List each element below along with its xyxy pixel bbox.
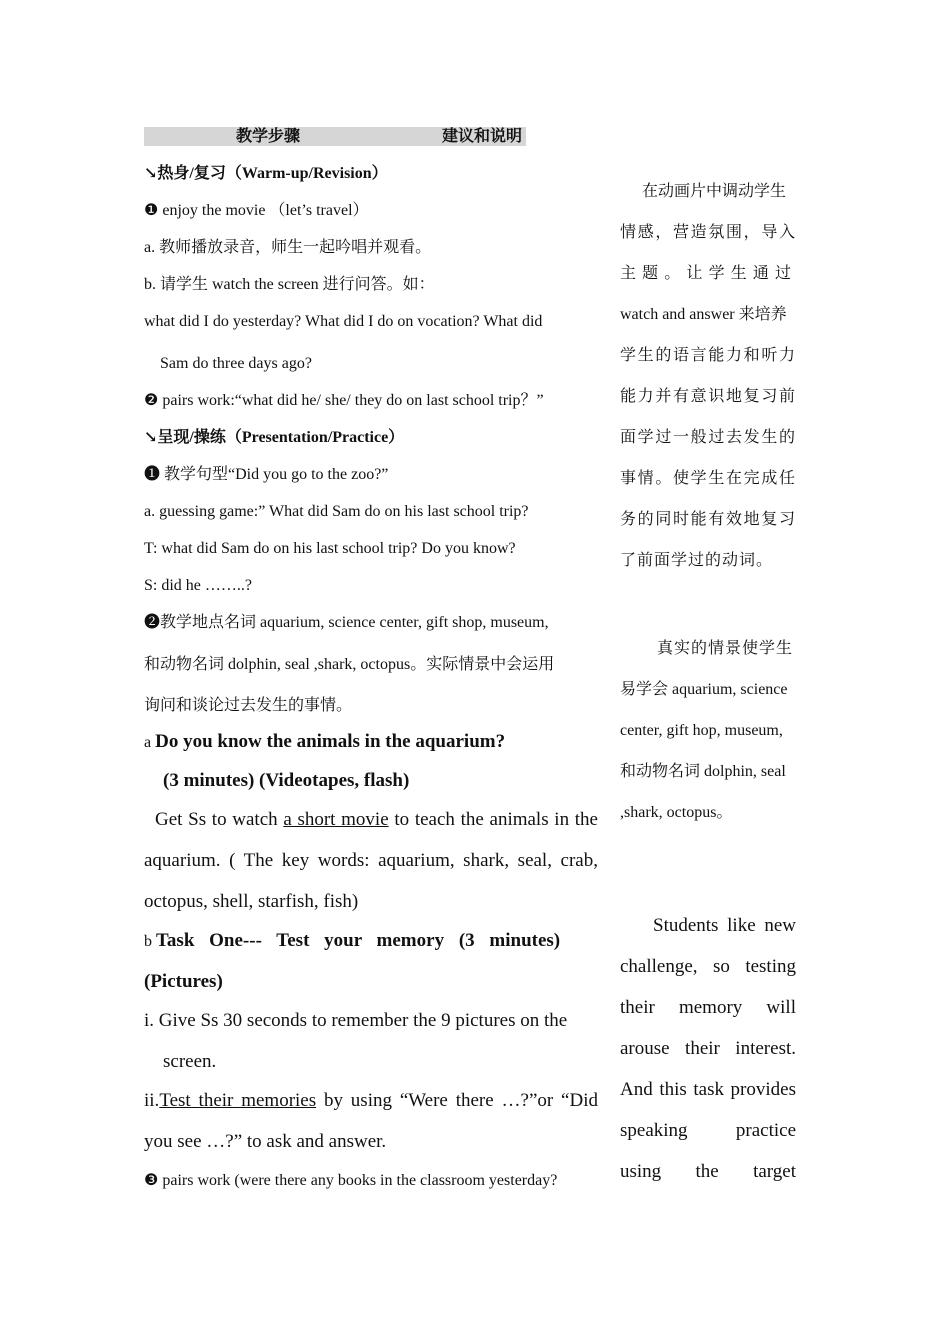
- note-3-line-1: Students like new: [653, 915, 796, 936]
- note-2-line-4: 和动物名词 dolphin, seal: [620, 763, 786, 780]
- activity-a-prefix: a: [144, 734, 156, 751]
- note-2-line-5: ,shark, octopus。: [620, 804, 733, 821]
- note-3-line-3: their memory will: [620, 997, 796, 1018]
- activity-b-meta: (Pictures): [144, 971, 223, 992]
- presentation-step-2-line-2: 和动物名词 dolphin, seal ,shark, octopus。实际情景中会运用: [144, 656, 555, 673]
- warmup-example-line-2: Sam do three days ago?: [160, 355, 312, 372]
- note-2-line-3: center, gift hop, museum,: [620, 722, 783, 739]
- note-3-line-2: challenge, so testing: [620, 956, 796, 977]
- note-3-line-7: using the target: [620, 1161, 796, 1182]
- presentation-heading: ↘呈现/操练（Presentation/Practice）: [144, 429, 405, 446]
- note-1-line-8: 事情。使学生在完成任: [620, 470, 796, 487]
- activity-a-body-3: octopus, shell, starfish, fish): [144, 891, 359, 912]
- warmup-heading: ↘热身/复习（Warm-up/Revision）: [144, 165, 388, 182]
- activity-b-prefix: b: [144, 933, 156, 950]
- note-1-line-10: 了前面学过的动词。: [620, 552, 774, 569]
- note-3-line-5: And this task provides: [620, 1079, 796, 1100]
- activity-a-body-2: aquarium. ( The key words: aquarium, shark, seal, crab,: [144, 850, 598, 871]
- activity-b-step-ii-line-2: you see …?” to ask and answer.: [144, 1131, 387, 1152]
- activity-a-meta: (3 minutes) (Videotapes, flash): [163, 770, 410, 791]
- header-suggestions: 建议和说明: [442, 128, 523, 145]
- warmup-example-line-1: what did I do yesterday? What did I do on vocation? What did: [144, 313, 543, 330]
- note-1-line-7: 面学过一般过去发生的: [620, 429, 796, 446]
- note-1-line-2: 情感，营造氛围，导入: [620, 224, 796, 241]
- activity-b-step-i: i. Give Ss 30 seconds to remember the 9 pictures on the: [144, 1010, 568, 1031]
- short-movie-link: a short movie: [283, 809, 389, 830]
- note-1-line-6: 能力并有意识地复习前: [620, 388, 796, 405]
- activity-a-body-1: Get Ss to watch a short movie to teach the animals in the: [155, 809, 598, 830]
- warmup-step-a: a. 教师播放录音，师生一起吟唱并观看。: [144, 239, 432, 256]
- table-header: [144, 127, 526, 146]
- activity-b-title: Task One--- Test your memory (3 minutes): [156, 930, 561, 951]
- presentation-step-2: ❷教学地点名词 aquarium, science center, gift shop, museum,: [144, 614, 549, 631]
- note-2-line-2: 易学会 aquarium, science: [620, 681, 788, 698]
- dialogue-teacher: T: what did Sam do on his last school trip? Do you know?: [144, 540, 516, 557]
- note-3-line-4: arouse their interest.: [620, 1038, 796, 1059]
- note-1-line-9: 务的同时能有效地复习: [620, 511, 796, 528]
- presentation-step-a: a. guessing game:” What did Sam do on his last school trip?: [144, 503, 529, 520]
- note-1-line-5: 学生的语言能力和听力: [620, 347, 796, 364]
- presentation-step-1: ❶ 教学句型“Did you go to the zoo?”: [144, 466, 389, 483]
- note-3-line-6: speaking practice: [620, 1120, 796, 1141]
- activity-a-title: Do you know the animals in the aquarium?: [155, 731, 506, 752]
- test-memories-link: Test their memories: [159, 1090, 317, 1111]
- dialogue-student: S: did he ……..?: [144, 577, 252, 594]
- presentation-step-2-line-3: 询问和谈论过去发生的事情。: [144, 697, 353, 714]
- header-teaching-steps: 教学步骤: [236, 128, 301, 145]
- warmup-step-b: b. 请学生 watch the screen 进行问答。如：: [144, 276, 435, 293]
- warmup-step-1: ❶ enjoy the movie （let’s travel）: [144, 202, 369, 219]
- activity-a-title-line: [144, 731, 505, 754]
- warmup-step-2: ❷ pairs work:“what did he/ she/ they do on last school trip？”: [144, 392, 544, 409]
- presentation-step-3: ❸ pairs work (were there any books in the classroom yesterday?: [144, 1172, 558, 1189]
- note-1-line-1: 在动画片中调动学生: [642, 183, 787, 200]
- activity-b-step-i-line-2: screen.: [163, 1051, 217, 1072]
- note-2-line-1: 真实的情景使学生: [657, 640, 794, 657]
- note-1-line-3: 主题。让学生通过: [620, 265, 796, 282]
- activity-b-step-ii: ii.Test their memories by using “Were there …?”or “Did: [144, 1090, 598, 1111]
- note-1-line-4: watch and answer 来培养: [620, 306, 787, 323]
- activity-b-title-line: [144, 930, 584, 953]
